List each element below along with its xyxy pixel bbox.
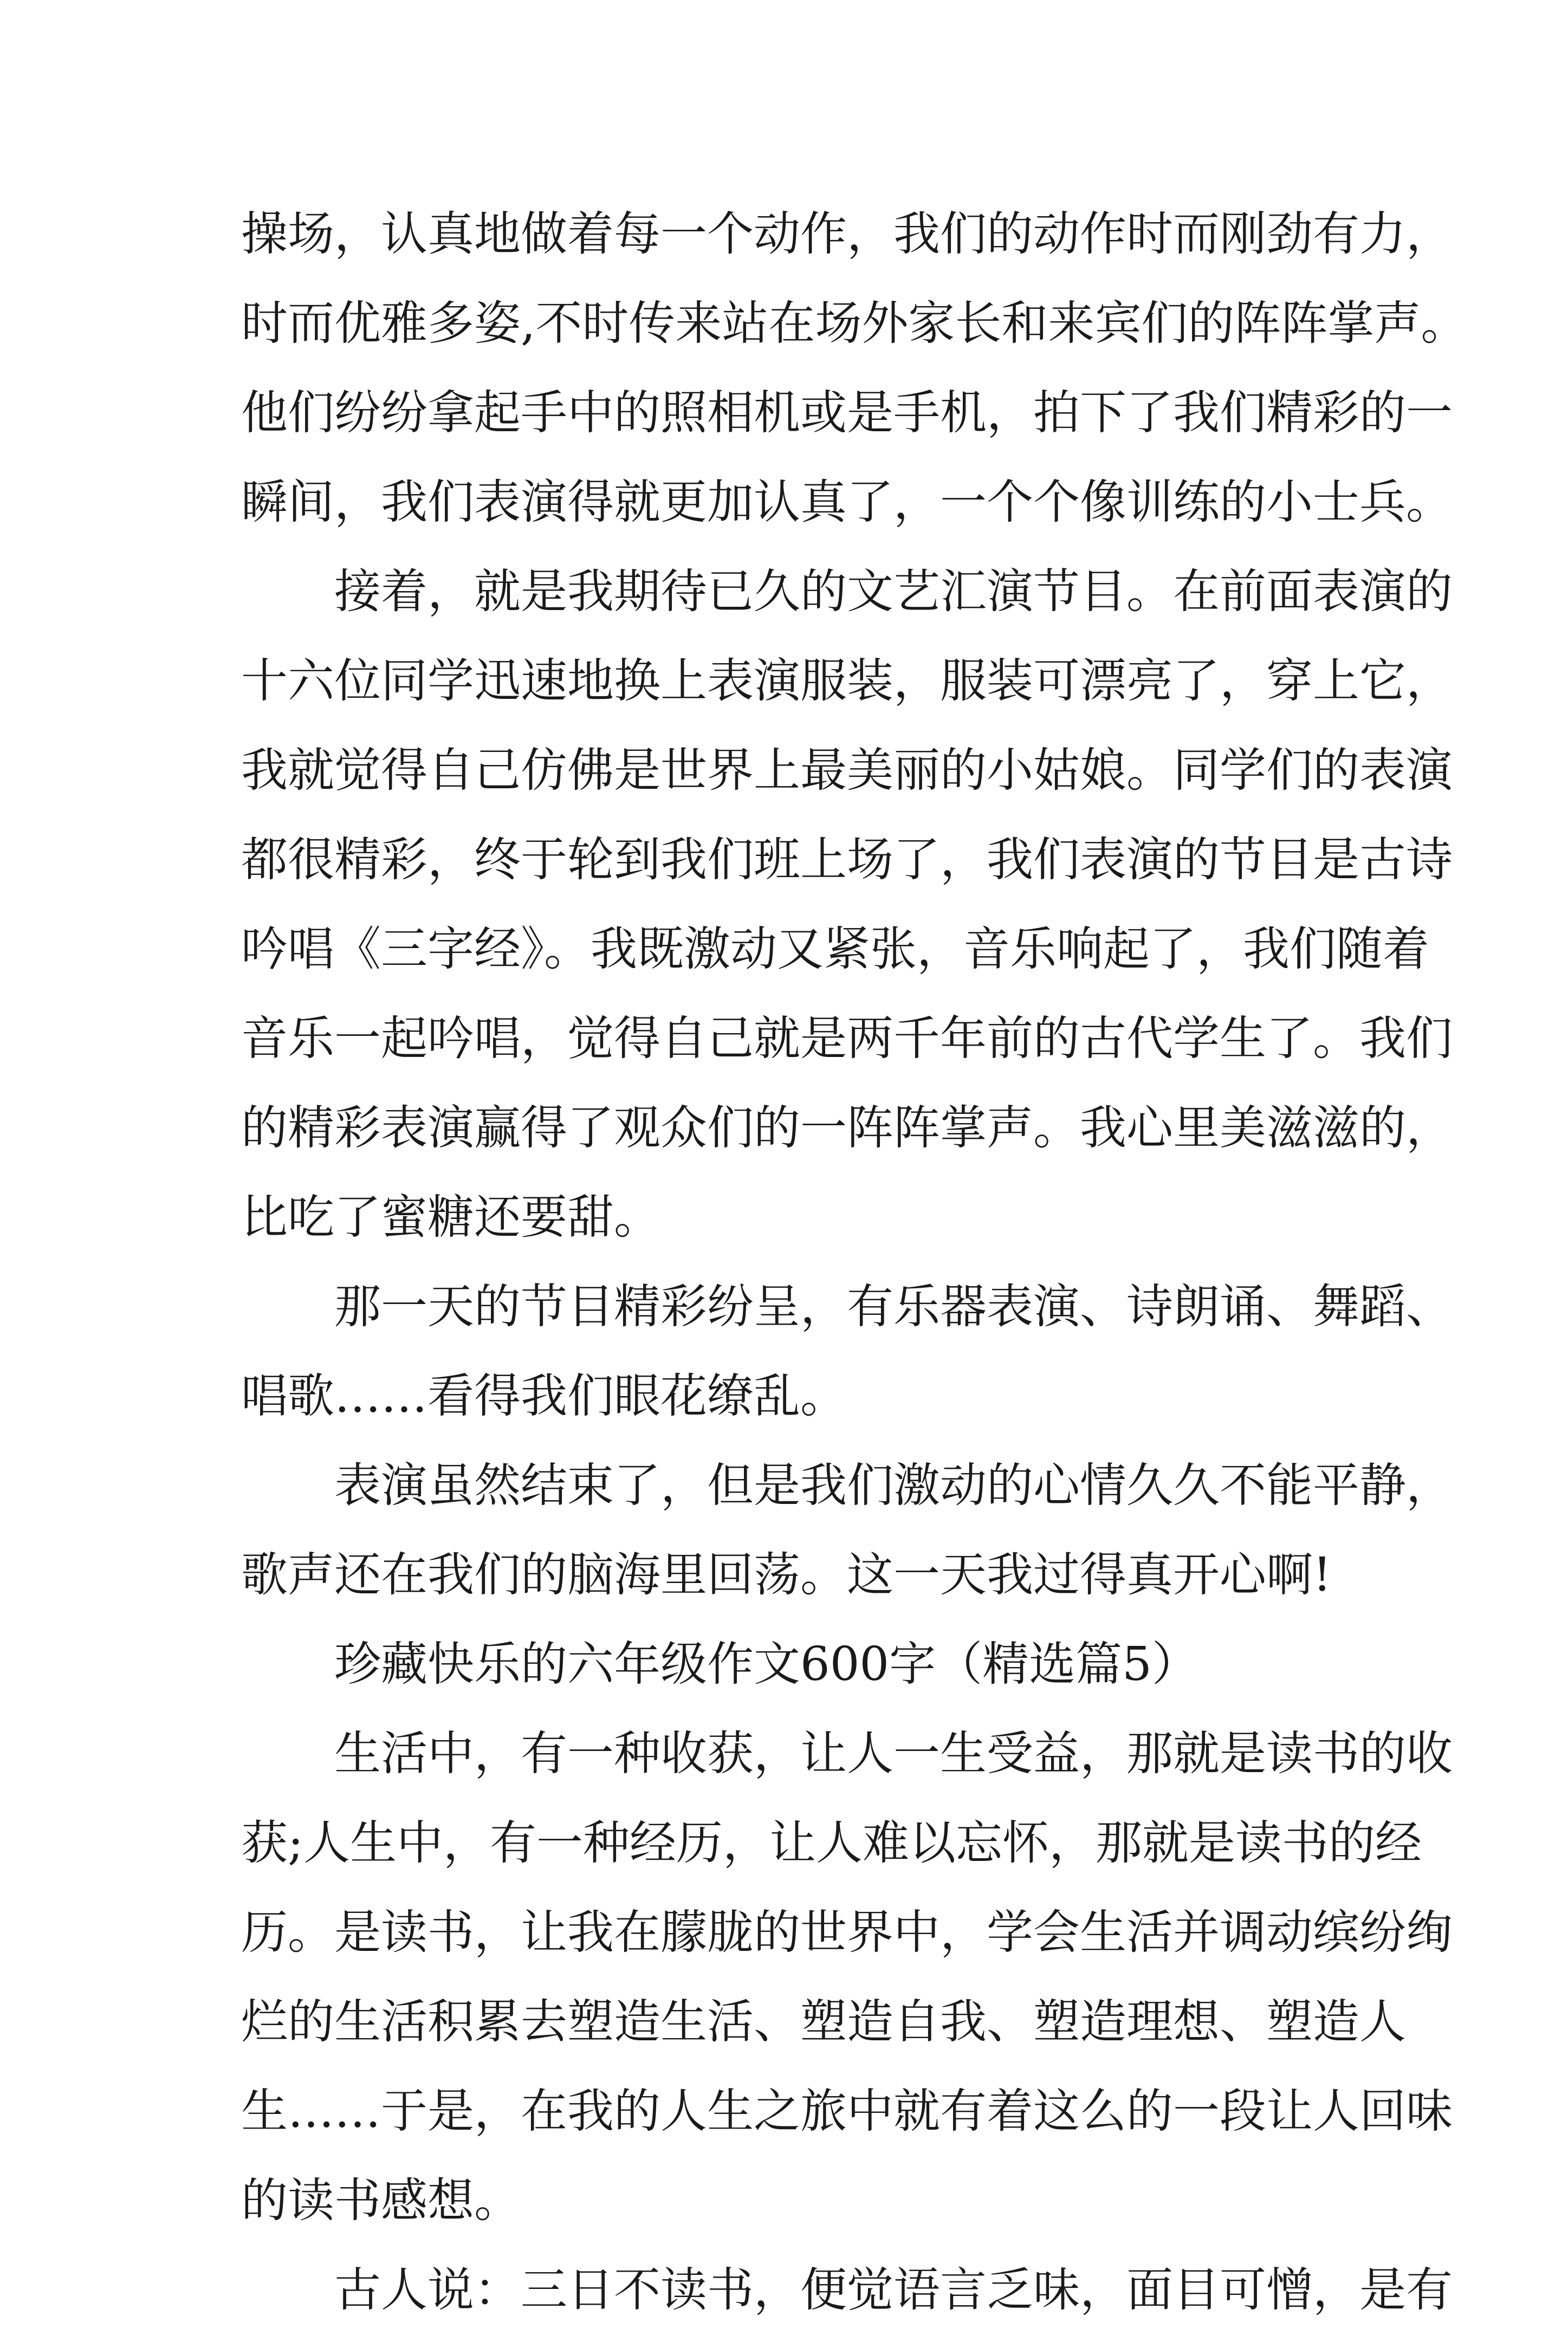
text-line-12: 比吃了蜜糖还要甜。 — [241, 1190, 660, 1244]
text-line-9: 吟唱《三字经》。我既激动又紧张，音乐响起了，我们随着 — [241, 922, 1429, 976]
text-line-11: 的精彩表演赢得了观众们的一阵阵掌声。我心里美滋滋的， — [241, 1101, 1453, 1155]
text-line-7: 我就觉得自己仿佛是世界上最美丽的小姑娘。同学们的表演 — [241, 743, 1453, 797]
text-line-5: 接着，就是我期待已久的文艺汇演节目。在前面表演的 — [334, 565, 1453, 619]
body-text — [241, 190, 1468, 2335]
text-line-1: 操场，认真地做着每一个动作，我们的动作时而刚劲有力， — [241, 207, 1453, 261]
text-line-13: 那一天的节目精彩纷呈，有乐器表演、诗朗诵、舞蹈、 — [334, 1280, 1453, 1334]
text-line-20: 历。是读书，让我在朦胧的世界中，学会生活并调动缤纷绚 — [241, 1905, 1453, 1960]
text-line-16: 歌声还在我们的脑海里回荡。这一天我过得真开心啊! — [241, 1548, 1332, 1602]
text-line-3: 他们纷纷拿起手中的照相机或是手机，拍下了我们精彩的一 — [241, 386, 1453, 440]
text-line-2: 时而优雅多姿,不时传来站在场外家长和来宾们的阵阵掌声。 — [241, 296, 1468, 351]
text-line-19: 获;人生中，有一种经历，让人难以忘怀，那就是读书的经 — [241, 1816, 1422, 1870]
text-line-6: 十六位同学迅速地换上表演服装，服装可漂亮了，穿上它， — [241, 654, 1453, 708]
text-line-10: 音乐一起吟唱，觉得自己就是两千年前的古代学生了。我们 — [241, 1011, 1453, 1066]
text-line-21: 烂的生活积累去塑造生活、塑造自我、塑造理想、塑造人 — [241, 1995, 1406, 2049]
text-line-4: 瞬间，我们表演得就更加认真了，一个个像训练的小士兵。 — [241, 475, 1453, 529]
text-line-14: 唱歌……看得我们眼花缭乱。 — [241, 1369, 847, 1423]
text-line-23: 的读书感想。 — [241, 2174, 521, 2228]
text-line-18: 生活中，有一种收获，让人一生受益，那就是读书的收 — [334, 1727, 1453, 1781]
text-line-24: 古人说：三日不读书，便觉语言乏味，面目可憎，是有 — [334, 2263, 1453, 2317]
text-line-22: 生……于是，在我的人生之旅中就有着这么的一段让人回味 — [241, 2084, 1453, 2138]
section-heading: 珍藏快乐的六年级作文600字（精选篇5） — [334, 1637, 1198, 1691]
text-line-15: 表演虽然结束了，但是我们激动的心情久久不能平静， — [334, 1458, 1453, 1513]
text-line-8: 都很精彩，终于轮到我们班上场了，我们表演的节目是古诗 — [241, 833, 1453, 887]
